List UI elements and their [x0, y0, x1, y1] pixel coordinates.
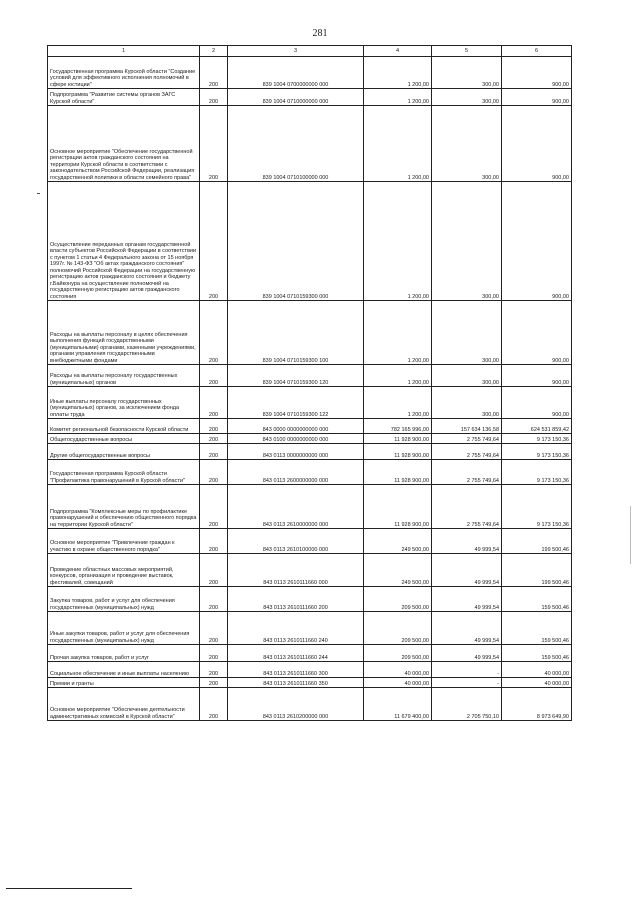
table-row: [48, 106, 572, 182]
unexecuted-amount: 900,00: [502, 301, 572, 365]
row-name: Основное мероприятие "Обеспечение деятельности административных комиссий в Курской области": [48, 688, 200, 721]
row-name: Другие общегосударственные вопросы: [48, 444, 200, 460]
column-header: 5: [432, 46, 502, 57]
row-name: Проведение областных массовых мероприятий, конкурсов, организация и проведение выставок, фестивалей, совещаний: [48, 554, 200, 587]
executed-amount: 157 634 136,58: [432, 419, 502, 434]
table-row: [48, 645, 572, 662]
row-name: Подпрограмма "Развитие системы органов ЗАГС Курской области": [48, 89, 200, 106]
budget-classification-code: 843 0113 2610111660 000: [228, 554, 364, 587]
approved-amount: 1 200,00: [364, 301, 432, 365]
unexecuted-amount: 9 173 150,36: [502, 460, 572, 485]
executed-amount: 2 755 749,64: [432, 485, 502, 529]
budget-classification-code: 843 0113 2610111660 240: [228, 612, 364, 645]
unexecuted-amount: 9 173 150,36: [502, 444, 572, 460]
row-code-2: 200: [200, 460, 228, 485]
unexecuted-amount: 900,00: [502, 89, 572, 106]
unexecuted-amount: 900,00: [502, 365, 572, 387]
row-name: Комитет региональной безопасности Курской области: [48, 419, 200, 434]
unexecuted-amount: 900,00: [502, 387, 572, 419]
row-code-2: 200: [200, 106, 228, 182]
approved-amount: 249 500,00: [364, 529, 432, 554]
row-name: Социальное обеспечение и иные выплаты населению: [48, 662, 200, 678]
table-row: [48, 301, 572, 365]
executed-amount: 49 999,54: [432, 645, 502, 662]
table-row: [48, 460, 572, 485]
row-code-2: 200: [200, 554, 228, 587]
unexecuted-amount: 900,00: [502, 106, 572, 182]
unexecuted-amount: 9 173 150,36: [502, 434, 572, 444]
row-code-2: 200: [200, 419, 228, 434]
row-code-2: 200: [200, 612, 228, 645]
approved-amount: 1 200,00: [364, 182, 432, 301]
column-header: 4: [364, 46, 432, 57]
budget-classification-code: 839 1004 0710000000 000: [228, 89, 364, 106]
row-code-2: 200: [200, 678, 228, 688]
row-code-2: 200: [200, 688, 228, 721]
budget-classification-code: 843 0113 2600000000 000: [228, 460, 364, 485]
row-code-2: 200: [200, 645, 228, 662]
approved-amount: 1 200,00: [364, 365, 432, 387]
unexecuted-amount: 159 500,46: [502, 612, 572, 645]
budget-classification-code: 843 0000 0000000000 000: [228, 419, 364, 434]
executed-amount: 49 999,54: [432, 554, 502, 587]
executed-amount: 49 999,54: [432, 612, 502, 645]
budget-classification-code: 839 1004 0710159300 100: [228, 301, 364, 365]
column-header: 3: [228, 46, 364, 57]
executed-amount: -: [432, 678, 502, 688]
budget-classification-code: 839 1004 0710159300 000: [228, 182, 364, 301]
row-name: Подпрограмма "Комплексные меры по профилактике правонарушений и обеспечению общественного порядка на территории Курской области": [48, 485, 200, 529]
unexecuted-amount: 8 973 649,90: [502, 688, 572, 721]
row-name: Иные выплаты персоналу государственных (муниципальных) органов, за исключением фонда оплаты труда: [48, 387, 200, 419]
row-code-2: 200: [200, 485, 228, 529]
executed-amount: 300,00: [432, 182, 502, 301]
table-row: [48, 57, 572, 89]
margin-mark: [630, 506, 631, 564]
header-row: [48, 46, 572, 57]
unexecuted-amount: 199 500,46: [502, 554, 572, 587]
budget-classification-code: 843 0113 2610111660 350: [228, 678, 364, 688]
footnote-divider: [6, 888, 132, 889]
approved-amount: 1 200,00: [364, 57, 432, 89]
executed-amount: 2 705 750,10: [432, 688, 502, 721]
approved-amount: 249 500,00: [364, 554, 432, 587]
table-row: [48, 387, 572, 419]
row-name: Государственная программа Курской области "Профилактика правонарушений в Курской области": [48, 460, 200, 485]
approved-amount: 11 679 400,00: [364, 688, 432, 721]
executed-amount: 2 755 749,64: [432, 444, 502, 460]
executed-amount: 49 999,54: [432, 529, 502, 554]
row-code-2: 200: [200, 387, 228, 419]
row-code-2: 200: [200, 529, 228, 554]
budget-execution-table: [47, 45, 572, 721]
row-name: Государственная программа Курской области "Создание условий для эффективного исполнения полномочий в сфере юстиции": [48, 57, 200, 89]
unexecuted-amount: 199 500,46: [502, 529, 572, 554]
table-row: [48, 444, 572, 460]
approved-amount: 1 200,00: [364, 89, 432, 106]
column-header: 2: [200, 46, 228, 57]
row-name: Осуществление переданных органам государственной власти субъектов Российской Федерации в соответствии с пунктом 1 статьи 4 Федерального закона от 15 ноября 1997г. № 143-ФЗ "Об актах гражданского состояния" полномочий Российской Федерации на государственную регистрацию актов гражданского состояния и бюджету г.Байконура на осуществление полномочий на государственную регистрацию актов гражданского состояния: [48, 182, 200, 301]
row-code-2: 200: [200, 301, 228, 365]
row-code-2: 200: [200, 89, 228, 106]
table-row: [48, 678, 572, 688]
approved-amount: 11 928 900,00: [364, 434, 432, 444]
unexecuted-amount: 9 173 150,36: [502, 485, 572, 529]
executed-amount: 300,00: [432, 89, 502, 106]
executed-amount: 300,00: [432, 387, 502, 419]
table-row: [48, 89, 572, 106]
column-header: 1: [48, 46, 200, 57]
table-row: [48, 587, 572, 612]
budget-classification-code: 839 1004 0710159300 120: [228, 365, 364, 387]
executed-amount: 2 755 749,64: [432, 460, 502, 485]
row-code-2: 200: [200, 365, 228, 387]
row-code-2: 200: [200, 434, 228, 444]
executed-amount: 300,00: [432, 57, 502, 89]
budget-classification-code: 843 0113 2610111660 244: [228, 645, 364, 662]
unexecuted-amount: 900,00: [502, 57, 572, 89]
approved-amount: 11 928 900,00: [364, 444, 432, 460]
row-name: Прочая закупка товаров, работ и услуг: [48, 645, 200, 662]
executed-amount: 2 755 749,64: [432, 434, 502, 444]
row-name: Премии и гранты: [48, 678, 200, 688]
executed-amount: 49 999,54: [432, 587, 502, 612]
row-code-2: 200: [200, 587, 228, 612]
approved-amount: 11 928 900,00: [364, 485, 432, 529]
budget-classification-code: 839 1004 0710159300 122: [228, 387, 364, 419]
unexecuted-amount: 624 531 859,42: [502, 419, 572, 434]
row-name: Основное мероприятие "Обеспечение государственной регистрации актов гражданского состояния на территории Курской области в соответствии с законодательством Российской Федерации, реализация государственной политики в области семейного права": [48, 106, 200, 182]
budget-classification-code: 843 0100 0000000000 000: [228, 434, 364, 444]
table-row: [48, 434, 572, 444]
table-row: [48, 662, 572, 678]
unexecuted-amount: 40 000,00: [502, 662, 572, 678]
row-name: Расходы на выплаты персоналу в целях обеспечения выполнения функций государственными (муниципальными) органами, казенными учреждениями, органами управления государственными внебюджетными фондами: [48, 301, 200, 365]
executed-amount: 300,00: [432, 301, 502, 365]
row-name: Общегосударственные вопросы: [48, 434, 200, 444]
table-row: [48, 554, 572, 587]
budget-classification-code: 843 0113 2610200000 000: [228, 688, 364, 721]
row-name: Закупка товаров, работ и услуг для обеспечения государственных (муниципальных) нужд: [48, 587, 200, 612]
row-name: Расходы на выплаты персоналу государственных (муниципальных) органов: [48, 365, 200, 387]
row-code-2: 200: [200, 57, 228, 89]
table-row: [48, 365, 572, 387]
table-row: [48, 612, 572, 645]
margin-mark: [37, 193, 40, 194]
budget-classification-code: 843 0113 0000000000 000: [228, 444, 364, 460]
approved-amount: 40 000,00: [364, 678, 432, 688]
table-row: [48, 688, 572, 721]
budget-classification-code: 843 0113 2610100000 000: [228, 529, 364, 554]
row-name: Основное мероприятие "Привлечение граждан к участию в охране общественного порядка": [48, 529, 200, 554]
table-row: [48, 485, 572, 529]
unexecuted-amount: 40 000,00: [502, 678, 572, 688]
budget-classification-code: 839 1004 0700000000 000: [228, 57, 364, 89]
executed-amount: 300,00: [432, 106, 502, 182]
table-row: [48, 529, 572, 554]
table-row: [48, 182, 572, 301]
row-code-2: 200: [200, 662, 228, 678]
approved-amount: 11 928 900,00: [364, 460, 432, 485]
unexecuted-amount: 900,00: [502, 182, 572, 301]
column-header: 6: [502, 46, 572, 57]
executed-amount: 300,00: [432, 365, 502, 387]
unexecuted-amount: 159 500,46: [502, 645, 572, 662]
row-name: Иные закупки товаров, работ и услуг для обеспечения государственных (муниципальных) нужд: [48, 612, 200, 645]
budget-classification-code: 843 0113 2610000000 000: [228, 485, 364, 529]
approved-amount: 209 500,00: [364, 587, 432, 612]
table-body: [48, 57, 572, 721]
budget-classification-code: 839 1004 0710100000 000: [228, 106, 364, 182]
approved-amount: 1 200,00: [364, 387, 432, 419]
row-code-2: 200: [200, 444, 228, 460]
page-number: 281: [312, 28, 328, 39]
approved-amount: 209 500,00: [364, 612, 432, 645]
approved-amount: 1 200,00: [364, 106, 432, 182]
table-row: [48, 419, 572, 434]
approved-amount: 209 500,00: [364, 645, 432, 662]
approved-amount: 782 165 996,00: [364, 419, 432, 434]
executed-amount: -: [432, 662, 502, 678]
budget-classification-code: 843 0113 2610111660 300: [228, 662, 364, 678]
approved-amount: 40 000,00: [364, 662, 432, 678]
budget-classification-code: 843 0113 2610111660 200: [228, 587, 364, 612]
unexecuted-amount: 159 500,46: [502, 587, 572, 612]
row-code-2: 200: [200, 182, 228, 301]
